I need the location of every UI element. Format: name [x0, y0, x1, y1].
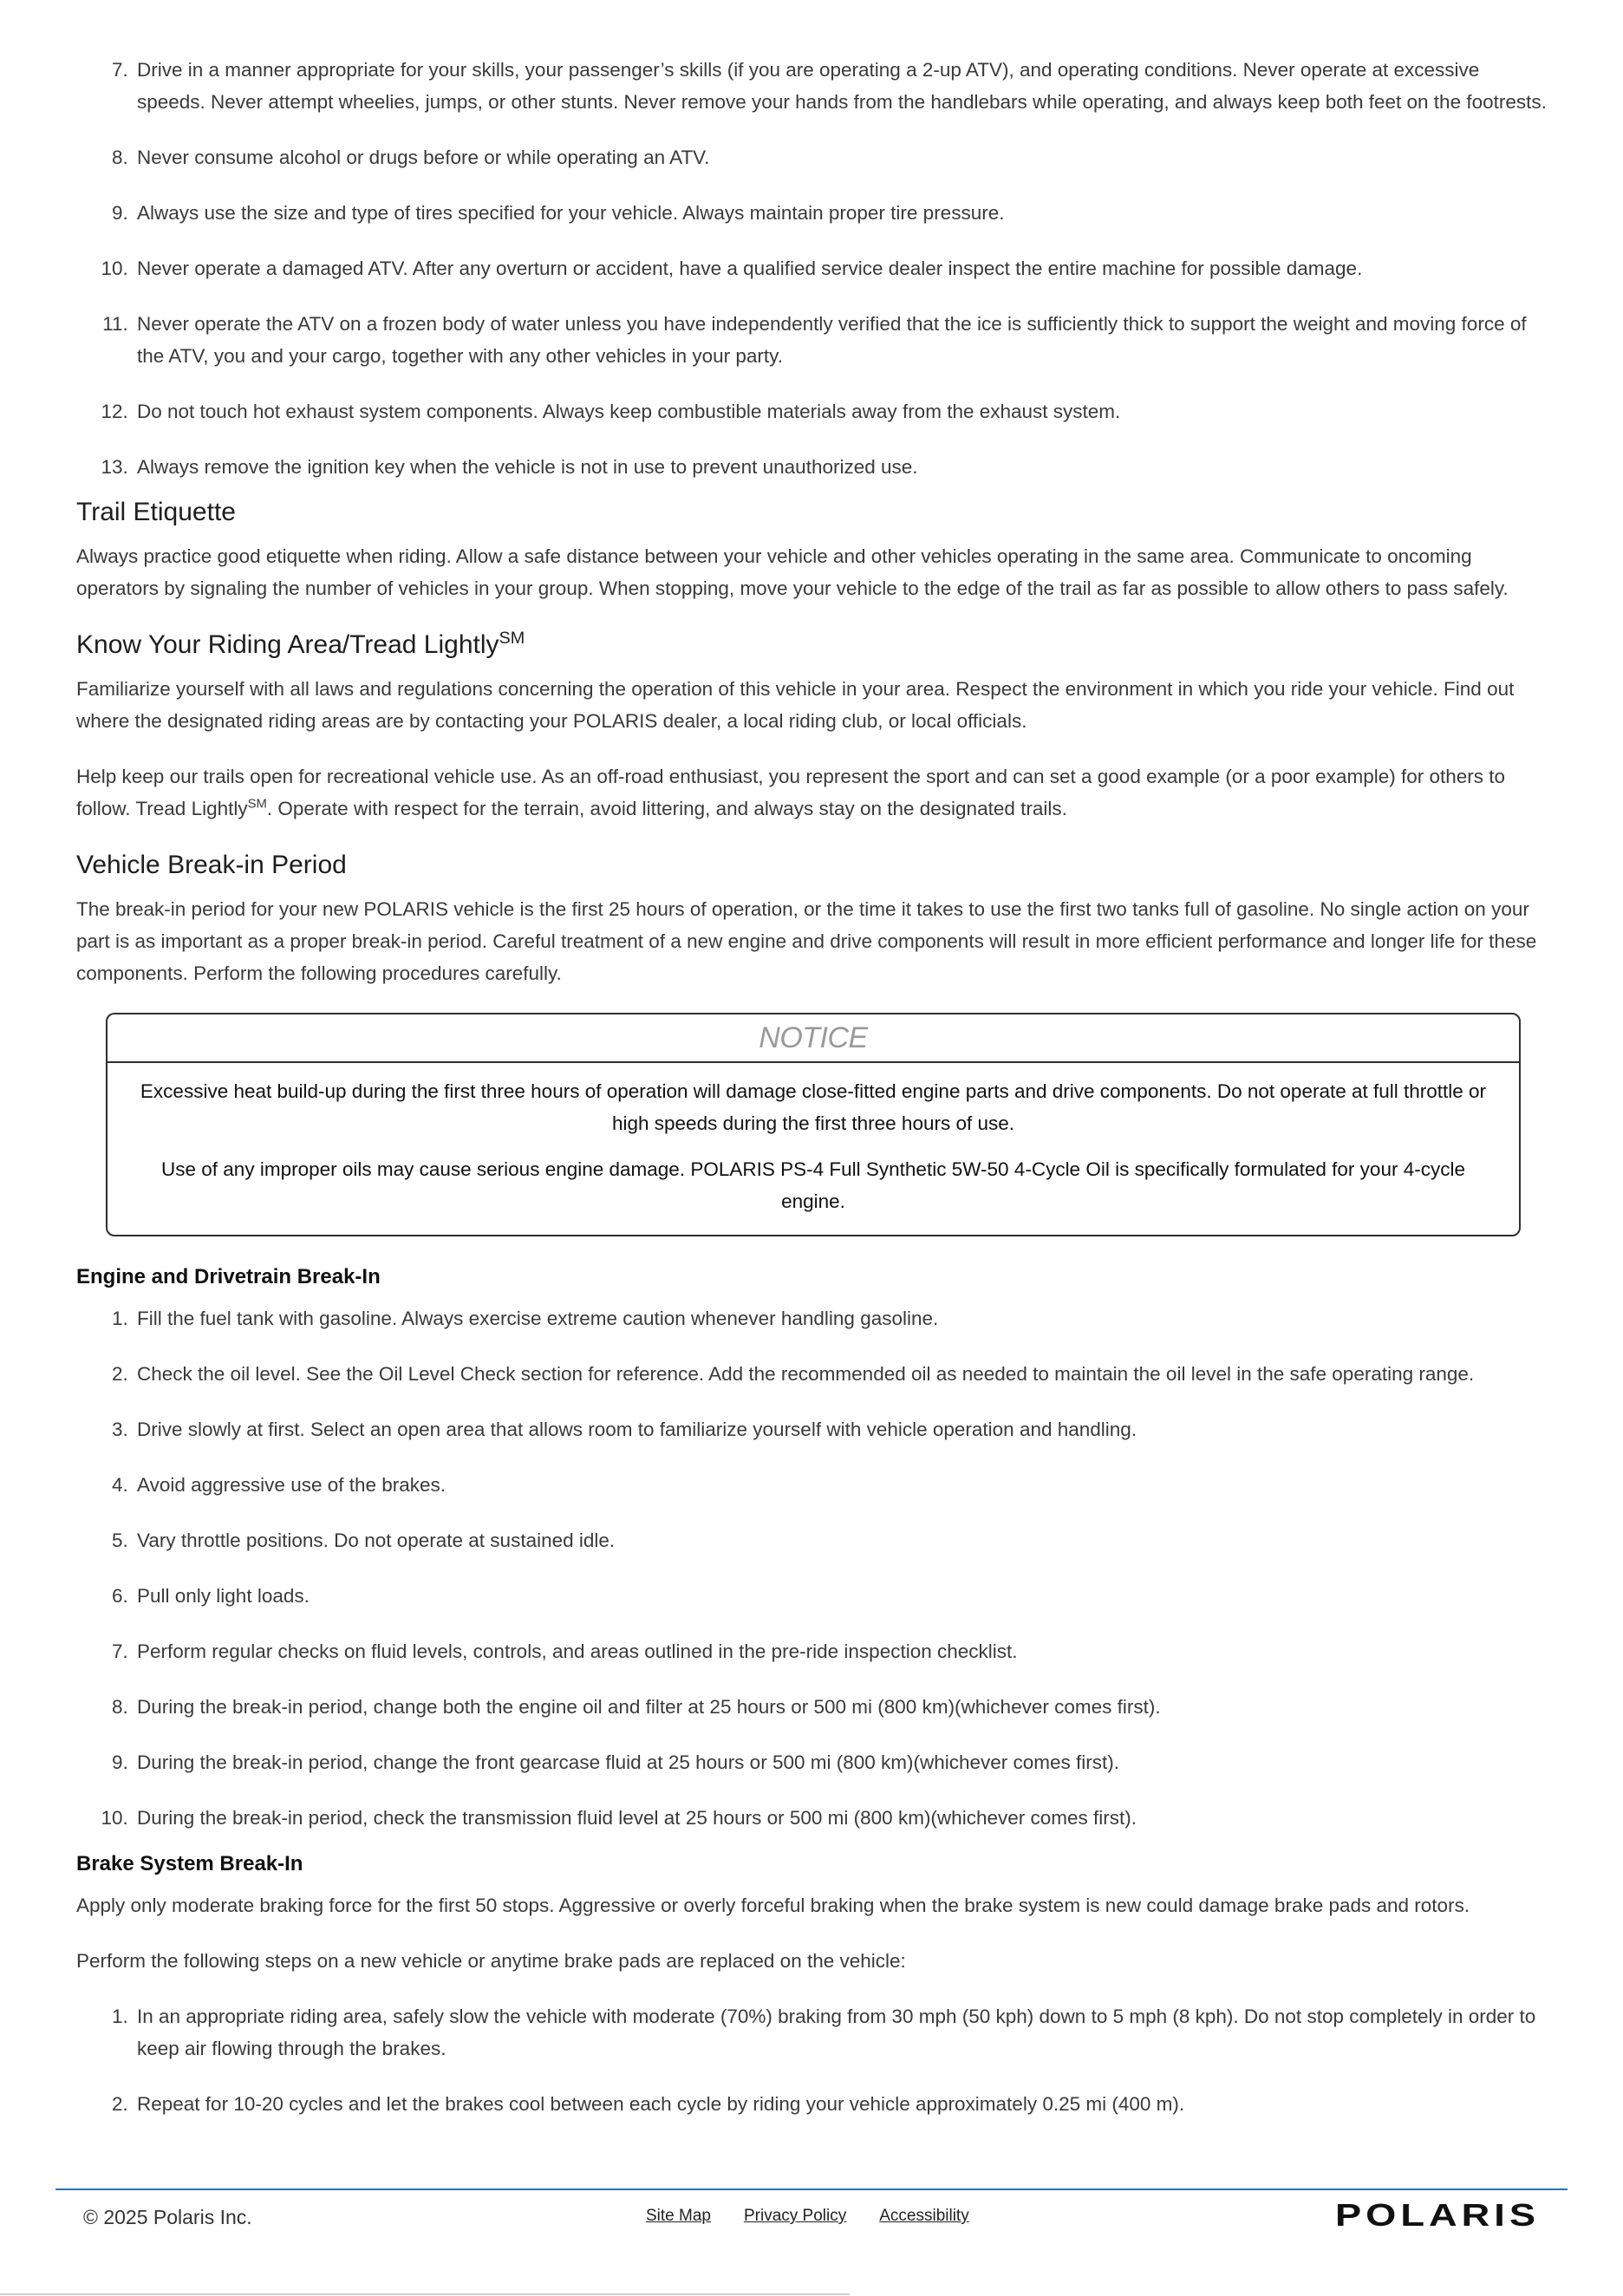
brake-break-in-list — [76, 2000, 1550, 2120]
accessibility-link[interactable]: Accessibility — [879, 2207, 969, 2225]
list-item: 11. Never operate the ATV on a frozen body of water unless you have independently verified that the ice is sufficiently thick to support the weight and moving force of the ATV, you and your cargo, together with any other vehicles in your party. — [134, 308, 1550, 372]
notice-box — [106, 1013, 1521, 1236]
list-item: 5. Vary throttle positions. Do not operate at sustained idle. — [134, 1524, 1550, 1556]
privacy-policy-link[interactable]: Privacy Policy — [743, 2207, 847, 2225]
bottom-divider — [0, 2293, 850, 2295]
list-item: 3. Drive slowly at first. Select an open area that allows room to familiarize yourself with vehicle operation and handling. — [134, 1413, 1550, 1445]
list-item: 8. Never consume alcohol or drugs before or while operating an ATV. — [134, 141, 1550, 173]
notice-text: Use of any improper oils may cause serious engine damage. POLARIS PS-4 Full Synthetic 5W-50 4-Cycle Oil is specifically formulated for your 4-cycle engine. — [161, 1158, 1465, 1212]
trail-etiquette-heading: Trail Etiquette — [76, 498, 236, 526]
tread-lightly-text-b: . Operate with respect for the terrain, avoid littering, and always stay on the designated trails. — [266, 798, 1067, 819]
page-footer — [55, 2188, 1568, 2244]
brake-break-in-text: Apply only moderate braking force for the first 50 stops. Aggressive or overly forceful braking when the brake system is new could damage brake pads and rotors. — [76, 1895, 1470, 1916]
polaris-logo-wordmark: POLARIS — [1335, 2199, 1540, 2230]
tread-lightly-text — [76, 760, 1550, 825]
riding-area-text: Familiarize yourself with all laws and regulations concerning the operation of this vehicle in your area. Respect the environment in which you ride your vehicle. Find out where the designated riding areas are by contacting your POLARIS dealer, a local riding club, or local officials. — [76, 678, 1515, 732]
tread-lightly-text-a: Help keep our trails open for recreational vehicle use. As an off-road enthusiast, you represent the sport and can set a good example (or a poor example) for others to follow. Tread Lightly — [76, 766, 1506, 819]
list-item: 6. Pull only light loads. — [134, 1580, 1550, 1612]
engine-break-in-heading: Engine and Drivetrain Break-In — [76, 1265, 381, 1288]
break-in-text: The break-in period for your new POLARIS vehicle is the first 25 hours of operation, or the time it takes to use the first two tanks full of gasoline. No single action on your part is as important as a proper break-in period. Careful treatment of a new engine and drive components will result in more efficient performance and longer life for these components. Perform the following procedures carefully. — [76, 898, 1537, 984]
footer-links — [646, 2207, 969, 2226]
list-item: 9. Always use the size and type of tires specified for your vehicle. Always maintain proper tire pressure. — [134, 197, 1550, 229]
manual-page — [76, 54, 1550, 2143]
service-mark: SM — [247, 797, 267, 812]
list-item: 1. In an appropriate riding area, safely slow the vehicle with moderate (70%) braking from 30 mph (50 kph) down to 5 mph (8 kph). Do not stop completely in order to keep air flowing through the brakes. — [134, 2000, 1550, 2064]
list-item: 13. Always remove the ignition key when the vehicle is not in use to prevent unauthorized use. — [134, 451, 1550, 483]
list-item: 4. Avoid aggressive use of the brakes. — [134, 1469, 1550, 1501]
list-item: 10. Never operate a damaged ATV. After any overturn or accident, have a qualified service dealer inspect the entire machine for possible damage. — [134, 252, 1550, 284]
list-item: 2. Repeat for 10-20 cycles and let the brakes cool between each cycle by riding your vehicle approximately 0.25 mi (400 m). — [134, 2088, 1550, 2120]
break-in-heading: Vehicle Break-in Period — [76, 851, 347, 879]
trail-etiquette-text: Always practice good etiquette when riding. Allow a safe distance between your vehicle and other vehicles operating in the same area. Communicate to oncoming operators by signaling the number of vehicles in your group. When stopping, move your vehicle to the edge of the trail as far as possible to allow others to pass safely. — [76, 545, 1509, 599]
copyright-text: © 2025 Polaris Inc. — [83, 2206, 252, 2228]
brake-break-in-heading: Brake System Break-In — [76, 1852, 303, 1875]
notice-body — [108, 1063, 1519, 1235]
notice-heading: NOTICE — [108, 1014, 1519, 1063]
riding-area-heading — [76, 628, 1550, 662]
safety-list — [76, 54, 1550, 483]
list-item: 2. Check the oil level. See the Oil Level Check section for reference. Add the recommended oil as needed to maintain the oil level in the safe operating range. — [134, 1358, 1550, 1390]
list-item: 7. Drive in a manner appropriate for your skills, your passenger’s skills (if you are operating a 2-up ATV), and operating conditions. Never operate at excessive speeds. Never attempt wheelies, jumps, or other stunts. Never remove your hands from the handlebars while operating, and always keep both feet on the footrests. — [134, 54, 1550, 118]
list-item: 7. Perform regular checks on fluid levels, controls, and areas outlined in the pre-ride inspection checklist. — [134, 1635, 1550, 1667]
service-mark: SM — [499, 629, 525, 648]
engine-break-in-list — [76, 1302, 1550, 1834]
brake-steps-intro: Perform the following steps on a new vehicle or anytime brake pads are replaced on the vehicle: — [76, 1950, 906, 1972]
list-item: 9. During the break-in period, change the front gearcase fluid at 25 hours or 500 mi (800 km)(whichever comes first). — [134, 1746, 1550, 1778]
riding-area-title: Know Your Riding Area/Tread Lightly — [76, 630, 499, 659]
list-item: 1. Fill the fuel tank with gasoline. Always exercise extreme caution whenever handling gasoline. — [134, 1302, 1550, 1334]
site-map-link[interactable]: Site Map — [646, 2207, 711, 2225]
list-item: 10. During the break-in period, check the transmission fluid level at 25 hours or 500 mi (800 km)(whichever comes first). — [134, 1802, 1550, 1834]
polaris-logo[interactable] — [1333, 2199, 1542, 2230]
list-item: 12. Do not touch hot exhaust system components. Always keep combustible materials away from the exhaust system. — [134, 395, 1550, 427]
notice-text: Excessive heat build-up during the first three hours of operation will damage close-fitted engine parts and drive components. Do not operate at full throttle or high speeds during the first three hours of use. — [140, 1080, 1487, 1134]
list-item: 8. During the break-in period, change both the engine oil and filter at 25 hours or 500 mi (800 km)(whichever comes first). — [134, 1691, 1550, 1723]
